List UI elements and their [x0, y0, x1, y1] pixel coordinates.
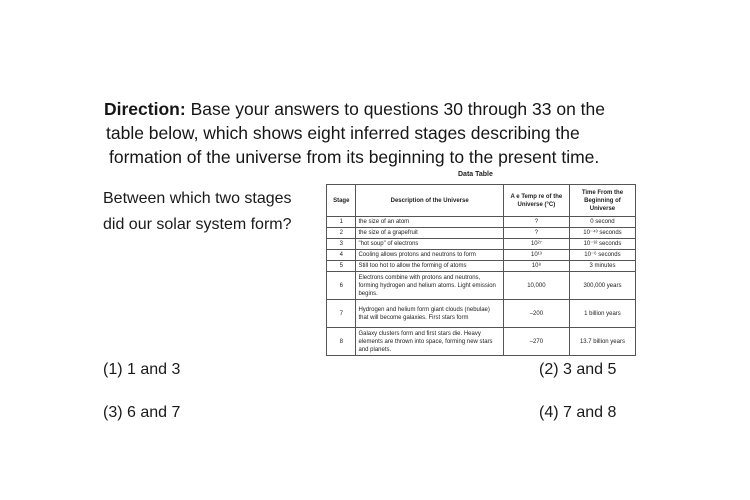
cell-temperature: 10⁸ [503, 261, 569, 272]
question-line-1: Between which two stages [103, 190, 292, 207]
cell-stage: 4 [327, 250, 356, 261]
cell-stage: 8 [327, 328, 356, 356]
data-table [326, 184, 636, 356]
cell-stage: 3 [327, 239, 356, 250]
cell-stage: 2 [327, 228, 356, 239]
cell-description: Electrons combine with protons and neutrons, forming hydrogen and helium atoms. Light emission begins. [356, 272, 503, 300]
cell-description: Still too hot to allow the forming of atoms [356, 261, 503, 272]
answer-option-4[interactable]: (4) 7 and 8 [539, 404, 617, 421]
table-row [327, 228, 636, 239]
cell-time: 10⁻⁴³ seconds [569, 228, 635, 239]
cell-time: 10⁻⁶ seconds [569, 250, 635, 261]
cell-stage: 5 [327, 261, 356, 272]
table-header-row [327, 185, 636, 217]
table-title: Data Table [458, 171, 493, 178]
cell-description: Galaxy clusters form and first stars die. Heavy elements are thrown into space, forming new stars and planets. [356, 328, 503, 356]
direction-line-2: table below, which shows eight inferred stages describing the [106, 123, 580, 143]
cell-temperature: 10,000 [503, 272, 569, 300]
cell-time: 10⁻³² seconds [569, 239, 635, 250]
cell-stage: 1 [327, 217, 356, 228]
cell-temperature: –270 [503, 328, 569, 356]
header-time: Time From the Beginning of Universe [569, 185, 635, 217]
cell-temperature: 10²⁷ [503, 239, 569, 250]
cell-description: Cooling allows protons and neutrons to form [356, 250, 503, 261]
table-row [327, 300, 636, 328]
cell-time: 300,000 years [569, 272, 635, 300]
direction-line-3: formation of the universe from its beginning to the present time. [109, 147, 600, 167]
cell-temperature: –200 [503, 300, 569, 328]
question-line-2: did our solar system form? [103, 216, 292, 233]
answer-option-1[interactable]: (1) 1 and 3 [103, 361, 181, 378]
cell-description: the size of a grapefruit [356, 228, 503, 239]
question-text [103, 186, 323, 238]
answer-option-3[interactable]: (3) 6 and 7 [103, 404, 181, 421]
answer-option-2[interactable]: (2) 3 and 5 [539, 361, 617, 378]
direction-text [104, 97, 664, 169]
cell-stage: 6 [327, 272, 356, 300]
table-row [327, 217, 636, 228]
cell-temperature: 10¹³ [503, 250, 569, 261]
cell-time: 3 minutes [569, 261, 635, 272]
table-row [327, 239, 636, 250]
cell-stage: 7 [327, 300, 356, 328]
cell-description: the size of an atom [356, 217, 503, 228]
table-row [327, 250, 636, 261]
direction-label: Direction: [104, 99, 186, 119]
cell-temperature: ? [503, 217, 569, 228]
cell-time: 0 second [569, 217, 635, 228]
cell-time: 13.7 billion years [569, 328, 635, 356]
direction-line-1 [104, 97, 664, 121]
header-temperature: A e Temp re of the Universe (°C) [503, 185, 569, 217]
header-description: Description of the Universe [356, 185, 503, 217]
cell-time: 1 billion years [569, 300, 635, 328]
cell-temperature: ? [503, 228, 569, 239]
table-row [327, 272, 636, 300]
cell-description: "hot soup" of electrons [356, 239, 503, 250]
cell-description: Hydrogen and helium form giant clouds (nebulae) that will become galaxies. First stars form [356, 300, 503, 328]
header-stage: Stage [327, 185, 356, 217]
table-row [327, 328, 636, 356]
table-row [327, 261, 636, 272]
direction-line-1-text: Base your answers to questions 30 through 33 on the [190, 99, 605, 119]
